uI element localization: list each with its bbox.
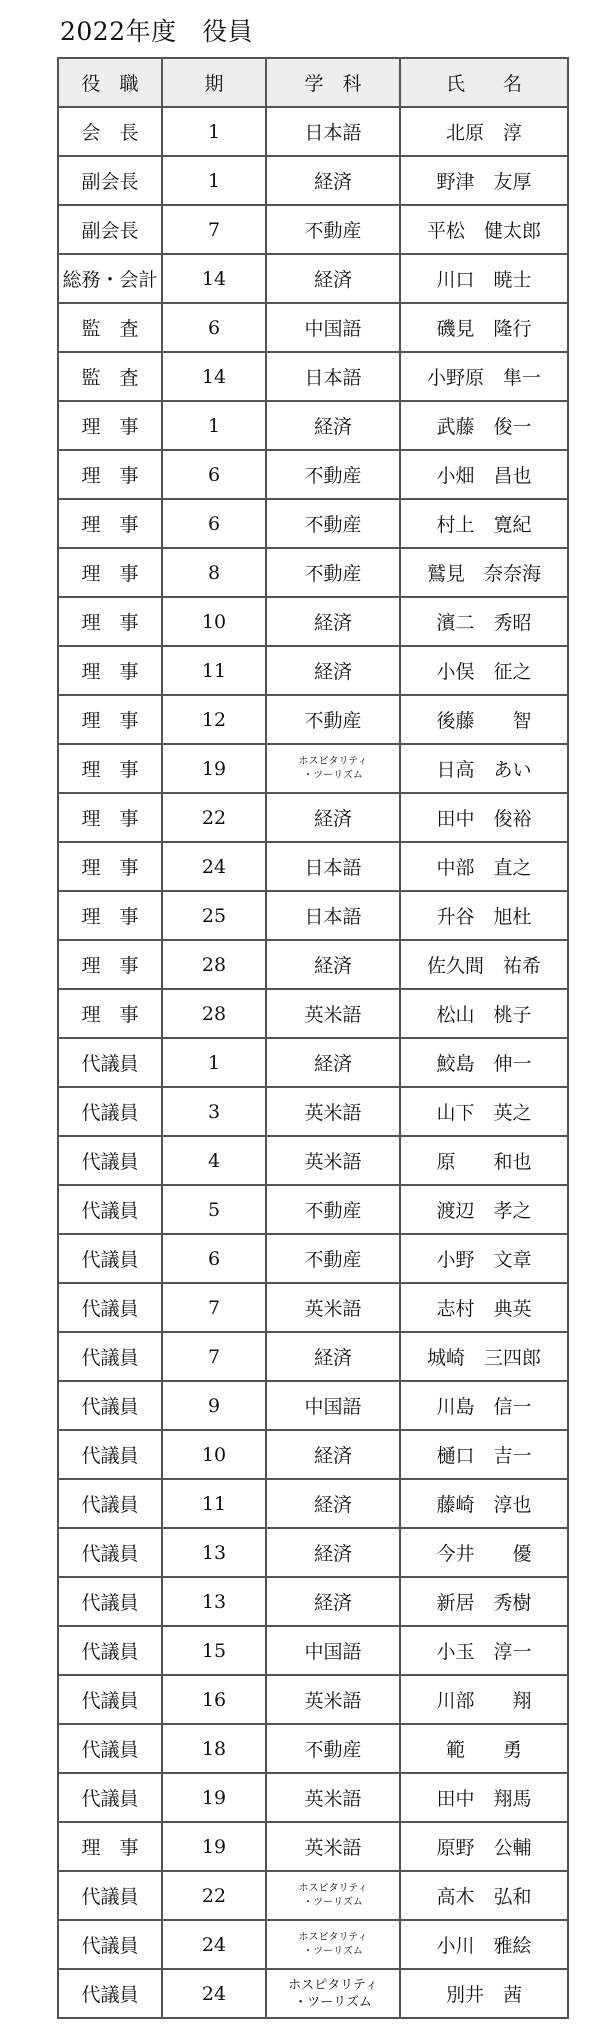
term-cell: 11 [162,646,266,695]
department-cell [266,744,400,793]
department-cell: 経済 [266,1430,400,1479]
table-body [58,107,568,2018]
department-cell: 経済 [266,401,400,450]
name-cell: 今井 優 [400,1528,568,1577]
table-header-row [58,58,568,107]
name-cell: 鮫島 伸一 [400,1038,568,1087]
department-cell: 不動産 [266,548,400,597]
department-cell: 日本語 [266,107,400,156]
name-cell: 田中 俊裕 [400,793,568,842]
name-cell: 小玉 淳一 [400,1626,568,1675]
table-row [58,1724,568,1773]
table-row [58,450,568,499]
table-row [58,1675,568,1724]
role-cell: 理 事 [58,842,162,891]
table-row [58,352,568,401]
name-cell: 原野 公輔 [400,1822,568,1871]
term-cell: 6 [162,1234,266,1283]
role-cell: 代議員 [58,1577,162,1626]
name-cell: 野津 友厚 [400,156,568,205]
table-row [58,205,568,254]
role-cell: 代議員 [58,1920,162,1969]
table-row [58,1969,568,2018]
name-cell: 川部 翔 [400,1675,568,1724]
name-cell: 田中 翔馬 [400,1773,568,1822]
term-cell: 3 [162,1087,266,1136]
department-cell: 英米語 [266,1822,400,1871]
header-role: 役 職 [58,58,162,107]
term-cell: 14 [162,254,266,303]
term-cell: 24 [162,842,266,891]
name-cell: 藤崎 淳也 [400,1479,568,1528]
role-cell: 代議員 [58,1724,162,1773]
term-cell: 24 [162,1969,266,2018]
table-row [58,646,568,695]
table-row [58,1038,568,1087]
table-row [58,1528,568,1577]
department-cell: 不動産 [266,1724,400,1773]
table-row [58,1871,568,1920]
department-line: ・ツーリズム [303,769,363,781]
role-cell: 理 事 [58,1822,162,1871]
table-row [58,793,568,842]
officers-table [57,57,569,2019]
term-cell: 6 [162,303,266,352]
term-cell: 8 [162,548,266,597]
term-cell: 13 [162,1528,266,1577]
name-cell: 小川 雅絵 [400,1920,568,1969]
term-cell: 14 [162,352,266,401]
page-title: 2022年度 役員 [60,17,254,46]
name-cell: 濱二 秀昭 [400,597,568,646]
table-row [58,1626,568,1675]
department-line: ホスピタリティ [288,1977,378,1993]
name-cell: 城崎 三四郎 [400,1332,568,1381]
role-cell: 副会長 [58,205,162,254]
department-cell: 不動産 [266,695,400,744]
table-row [58,1332,568,1381]
role-cell: 監 査 [58,303,162,352]
department-line: ホスピタリティ [298,1931,368,1943]
name-cell: 平松 健太郎 [400,205,568,254]
department-cell: 英米語 [266,1087,400,1136]
role-cell: 理 事 [58,646,162,695]
term-cell: 11 [162,1479,266,1528]
table-row [58,842,568,891]
term-cell: 15 [162,1626,266,1675]
role-cell: 代議員 [58,1185,162,1234]
department-cell: 日本語 [266,891,400,940]
role-cell: 理 事 [58,940,162,989]
term-cell: 4 [162,1136,266,1185]
name-cell: 佐久間 祐希 [400,940,568,989]
department-cell: 経済 [266,1479,400,1528]
role-cell: 代議員 [58,1381,162,1430]
department-cell: 日本語 [266,352,400,401]
name-cell: 樋口 吉一 [400,1430,568,1479]
term-cell: 10 [162,597,266,646]
table-row [58,1087,568,1136]
role-cell: 代議員 [58,1528,162,1577]
name-cell: 後藤 智 [400,695,568,744]
role-cell: 副会長 [58,156,162,205]
department-cell: 日本語 [266,842,400,891]
term-cell: 9 [162,1381,266,1430]
term-cell: 12 [162,695,266,744]
term-cell: 1 [162,107,266,156]
role-cell: 代議員 [58,1136,162,1185]
role-cell: 代議員 [58,1675,162,1724]
name-cell: 北原 淳 [400,107,568,156]
department-cell: 不動産 [266,1234,400,1283]
table-row [58,1822,568,1871]
role-cell: 代議員 [58,1430,162,1479]
department-cell: 経済 [266,1528,400,1577]
department-cell: 経済 [266,254,400,303]
term-cell: 24 [162,1920,266,1969]
term-cell: 7 [162,205,266,254]
department-cell: 英米語 [266,1283,400,1332]
term-cell: 18 [162,1724,266,1773]
table-row [58,1136,568,1185]
department-cell [266,1920,400,1969]
table-row [58,1185,568,1234]
name-cell: 磯見 隆行 [400,303,568,352]
table-row [58,989,568,1038]
table-row [58,1234,568,1283]
name-cell: 武藤 俊一 [400,401,568,450]
department-cell: 英米語 [266,1136,400,1185]
role-cell: 理 事 [58,401,162,450]
header-term: 期 [162,58,266,107]
term-cell: 1 [162,401,266,450]
role-cell: 代議員 [58,1087,162,1136]
table-row [58,156,568,205]
table-row [58,401,568,450]
name-cell: 日高 あい [400,744,568,793]
term-cell: 13 [162,1577,266,1626]
term-cell: 19 [162,1822,266,1871]
role-cell: 会 長 [58,107,162,156]
role-cell: 理 事 [58,891,162,940]
role-cell: 代議員 [58,1871,162,1920]
role-cell: 理 事 [58,548,162,597]
name-cell: 別井 茜 [400,1969,568,2018]
role-cell: 代議員 [58,1969,162,2018]
role-cell: 総務・会計 [58,254,162,303]
term-cell: 19 [162,1773,266,1822]
table-row [58,1479,568,1528]
role-cell: 理 事 [58,499,162,548]
term-cell: 7 [162,1332,266,1381]
role-cell: 監 査 [58,352,162,401]
name-cell: 山下 英之 [400,1087,568,1136]
role-cell: 理 事 [58,744,162,793]
term-cell: 10 [162,1430,266,1479]
role-cell: 代議員 [58,1332,162,1381]
department-cell: 経済 [266,156,400,205]
department-cell [266,1969,400,2018]
table-row [58,1773,568,1822]
table-row [58,107,568,156]
department-cell [266,1871,400,1920]
name-cell: 範 勇 [400,1724,568,1773]
role-cell: 代議員 [58,1773,162,1822]
table-row [58,1283,568,1332]
table-row [58,940,568,989]
term-cell: 6 [162,499,266,548]
role-cell: 代議員 [58,1234,162,1283]
role-cell: 代議員 [58,1626,162,1675]
department-line: ・ツーリズム [294,1994,372,2010]
department-cell: 経済 [266,1332,400,1381]
role-cell: 理 事 [58,989,162,1038]
department-line: ・ツーリズム [303,1896,363,1908]
term-cell: 1 [162,156,266,205]
name-cell: 小野原 隼一 [400,352,568,401]
table-row [58,499,568,548]
name-cell: 鷲見 奈奈海 [400,548,568,597]
department-cell: 経済 [266,940,400,989]
department-cell: 経済 [266,793,400,842]
name-cell: 渡辺 孝之 [400,1185,568,1234]
table-row [58,303,568,352]
name-cell: 升谷 旭杜 [400,891,568,940]
department-cell: 経済 [266,1577,400,1626]
department-cell: 不動産 [266,205,400,254]
department-cell: 不動産 [266,1185,400,1234]
role-cell: 理 事 [58,450,162,499]
term-cell: 7 [162,1283,266,1332]
name-cell: 川口 暁士 [400,254,568,303]
department-cell: 英米語 [266,1773,400,1822]
name-cell: 新居 秀樹 [400,1577,568,1626]
role-cell: 理 事 [58,793,162,842]
name-cell: 小俣 征之 [400,646,568,695]
department-cell: 経済 [266,597,400,646]
department-cell: 不動産 [266,450,400,499]
table-row [58,1381,568,1430]
term-cell: 22 [162,1871,266,1920]
table-row [58,744,568,793]
name-cell: 小野 文章 [400,1234,568,1283]
table-row [58,254,568,303]
department-line: ホスピタリティ [298,1882,368,1894]
table-row [58,1430,568,1479]
term-cell: 28 [162,989,266,1038]
header-name: 氏 名 [400,58,568,107]
name-cell: 川島 信一 [400,1381,568,1430]
role-cell: 代議員 [58,1283,162,1332]
department-cell: 中国語 [266,1626,400,1675]
role-cell: 理 事 [58,695,162,744]
term-cell: 5 [162,1185,266,1234]
term-cell: 6 [162,450,266,499]
department-cell: 英米語 [266,1675,400,1724]
name-cell: 高木 弘和 [400,1871,568,1920]
name-cell: 中部 直之 [400,842,568,891]
table-row [58,1920,568,1969]
role-cell: 代議員 [58,1479,162,1528]
role-cell: 代議員 [58,1038,162,1087]
name-cell: 志村 典英 [400,1283,568,1332]
department-cell: 中国語 [266,303,400,352]
table-row [58,891,568,940]
department-cell: 中国語 [266,1381,400,1430]
name-cell: 村上 寛紀 [400,499,568,548]
term-cell: 25 [162,891,266,940]
department-cell: 英米語 [266,989,400,1038]
table-row [58,695,568,744]
term-cell: 19 [162,744,266,793]
department-cell: 経済 [266,646,400,695]
department-cell: 不動産 [266,499,400,548]
role-cell: 理 事 [58,597,162,646]
term-cell: 16 [162,1675,266,1724]
name-cell: 原 和也 [400,1136,568,1185]
header-department: 学 科 [266,58,400,107]
department-line: ホスピタリティ [298,755,368,767]
term-cell: 28 [162,940,266,989]
name-cell: 小畑 昌也 [400,450,568,499]
table-row [58,1577,568,1626]
table-row [58,548,568,597]
department-cell: 経済 [266,1038,400,1087]
name-cell: 松山 桃子 [400,989,568,1038]
term-cell: 1 [162,1038,266,1087]
term-cell: 22 [162,793,266,842]
department-line: ・ツーリズム [303,1945,363,1957]
table-row [58,597,568,646]
